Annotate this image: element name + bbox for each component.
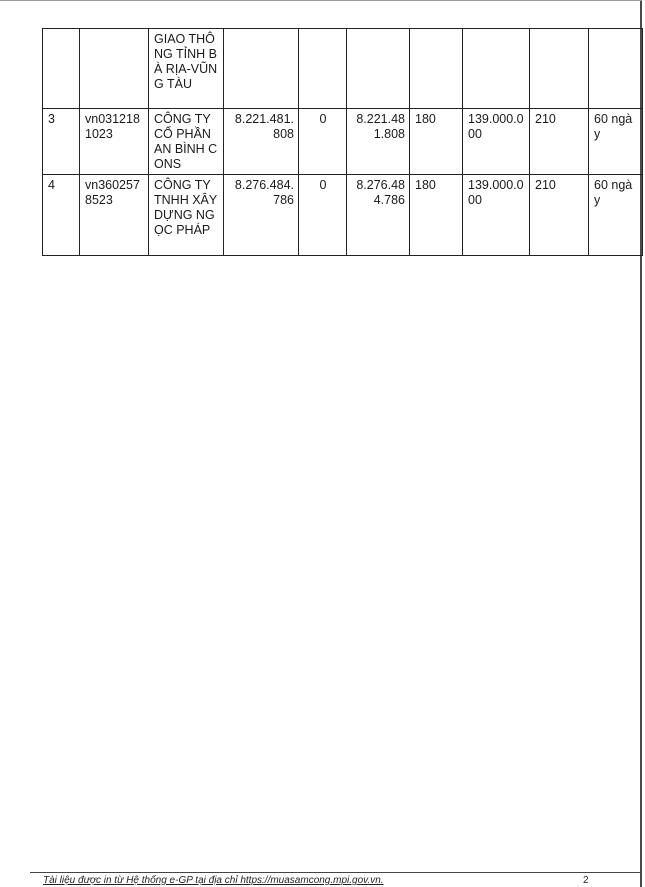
duration-cell <box>410 29 463 109</box>
final-price-cell: 8.221.481.808 <box>347 109 410 175</box>
final-price-cell: 8.276.484.786 <box>347 175 410 256</box>
validity-cell: 210 <box>530 175 589 256</box>
table-row <box>43 109 643 175</box>
validity-cell <box>530 29 589 109</box>
duration-cell: 180 <box>410 109 463 175</box>
bid-results-table <box>42 28 643 256</box>
delivery-cell <box>589 29 643 109</box>
table-row <box>43 29 643 109</box>
table-row <box>43 175 643 256</box>
bidder-code-cell: vn3602578523 <box>80 175 149 256</box>
guarantee-cell: 139.000.000 <box>463 109 530 175</box>
validity-cell: 210 <box>530 109 589 175</box>
bidder-name-cell: GIAO THÔNG TỈNH BÀ RỊA-VŨNG TÀU <box>149 29 224 109</box>
guarantee-cell: 139.000.000 <box>463 175 530 256</box>
page-number: 2 <box>583 875 589 886</box>
row-number-cell: 3 <box>43 109 80 175</box>
guarantee-cell <box>463 29 530 109</box>
discount-cell: 0 <box>299 109 347 175</box>
row-number-cell <box>43 29 80 109</box>
bidder-name-cell: CÔNG TY CỔ PHẦN AN BÌNH CONS <box>149 109 224 175</box>
footer-source-note: Tài liệu được in từ Hệ thống e-GP tại địa chỉ https://muasamcong.mpi.gov.vn. <box>43 875 384 886</box>
bidder-name-cell: CÔNG TY TNHH XÂY DỰNG NGỌC PHÁP <box>149 175 224 256</box>
bidder-code-cell <box>80 29 149 109</box>
duration-cell: 180 <box>410 175 463 256</box>
bid-price-cell: 8.276.484.786 <box>224 175 299 256</box>
page-top-border <box>0 0 642 1</box>
discount-cell: 0 <box>299 175 347 256</box>
bid-price-cell: 8.221.481.808 <box>224 109 299 175</box>
final-price-cell <box>347 29 410 109</box>
delivery-cell: 60 ngày <box>589 175 643 256</box>
row-number-cell: 4 <box>43 175 80 256</box>
bidder-code-cell: vn0312181023 <box>80 109 149 175</box>
discount-cell <box>299 29 347 109</box>
bid-price-cell <box>224 29 299 109</box>
delivery-cell: 60 ngày <box>589 109 643 175</box>
footer-divider <box>30 872 642 873</box>
